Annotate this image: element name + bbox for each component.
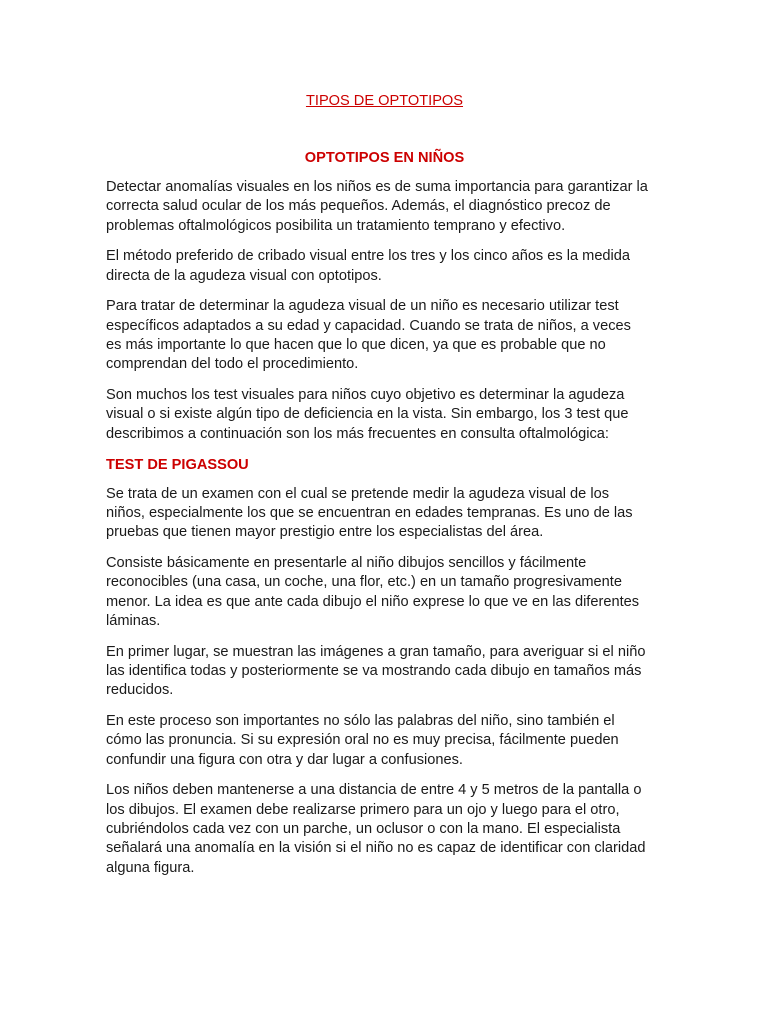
document-title: TIPOS DE OPTOTIPOS	[305, 93, 464, 109]
paragraph: En este proceso son importantes no sólo las palabras del niño, sino también el cómo las pronuncia. Si su expresión oral no es muy precisa, fácilmente pueden confundir una figura con otra y dar lugar a confusiones.	[106, 713, 619, 768]
section-heading-optotipos-ninos: OPTOTIPOS EN NIÑOS	[304, 150, 465, 166]
section-heading-test-pigassou: TEST DE PIGASSOU	[106, 456, 249, 473]
paragraph: El método preferido de cribado visual entre los tres y los cinco años es la medida directa de la agudeza visual con optotipos.	[106, 248, 631, 284]
paragraph: Para tratar de determinar la agudeza visual de un niño es necesario utilizar test específicos adaptados a su edad y capacidad. Cuando se trata de niños, a veces es más importante lo que hacen que lo que dicen, ya que es probable que no comprendan del todo el procedimiento.	[106, 298, 631, 373]
paragraph: Los niños deben mantenerse a una distancia de entre 4 y 5 metros de la pantalla o los dibujos. El examen debe realizarse primero para un ojo y luego para el otro, cubriéndolos cada vez con un parche, un oclusor o con la mano. El especialista señalará una anomalía en la visión si el niño no es capaz de identificar con claridad alguna figura.	[106, 782, 646, 876]
paragraph: Consiste básicamente en presentarle al niño dibujos sencillos y fácilmente reconocibles (una casa, un coche, una flor, etc.) en un tamaño progresivamente menor. La idea es que ante cada dibujo el niño exprese lo que ve en las diferentes láminas.	[106, 554, 640, 629]
paragraph: Detectar anomalías visuales en los niños es de suma importancia para garantizar la correcta salud ocular de los más pequeños. Además, el diagnóstico precoz de problemas oftalmológicos posibilita un tratamiento temprano y efectivo.	[106, 179, 648, 234]
paragraph: En primer lugar, se muestran las imágenes a gran tamaño, para averiguar si el niño las identifica todas y posteriormente se va mostrando cada dibujo en tamaños más reducidos.	[106, 643, 646, 699]
paragraph: Son muchos los test visuales para niños cuyo objetivo es determinar la agudeza visual o si existe algún tipo de deficiencia en la vista. Sin embargo, los 3 test que describimos a continuación son los más frecuentes en consulta oftalmológica:	[106, 387, 629, 442]
paragraph: Se trata de un examen con el cual se pretende medir la agudeza visual de los niños, especialmente los que se encuentran en edades tempranas. Es uno de las pruebas que tienen mayor prestigio entre los especialistas del área.	[106, 485, 633, 541]
